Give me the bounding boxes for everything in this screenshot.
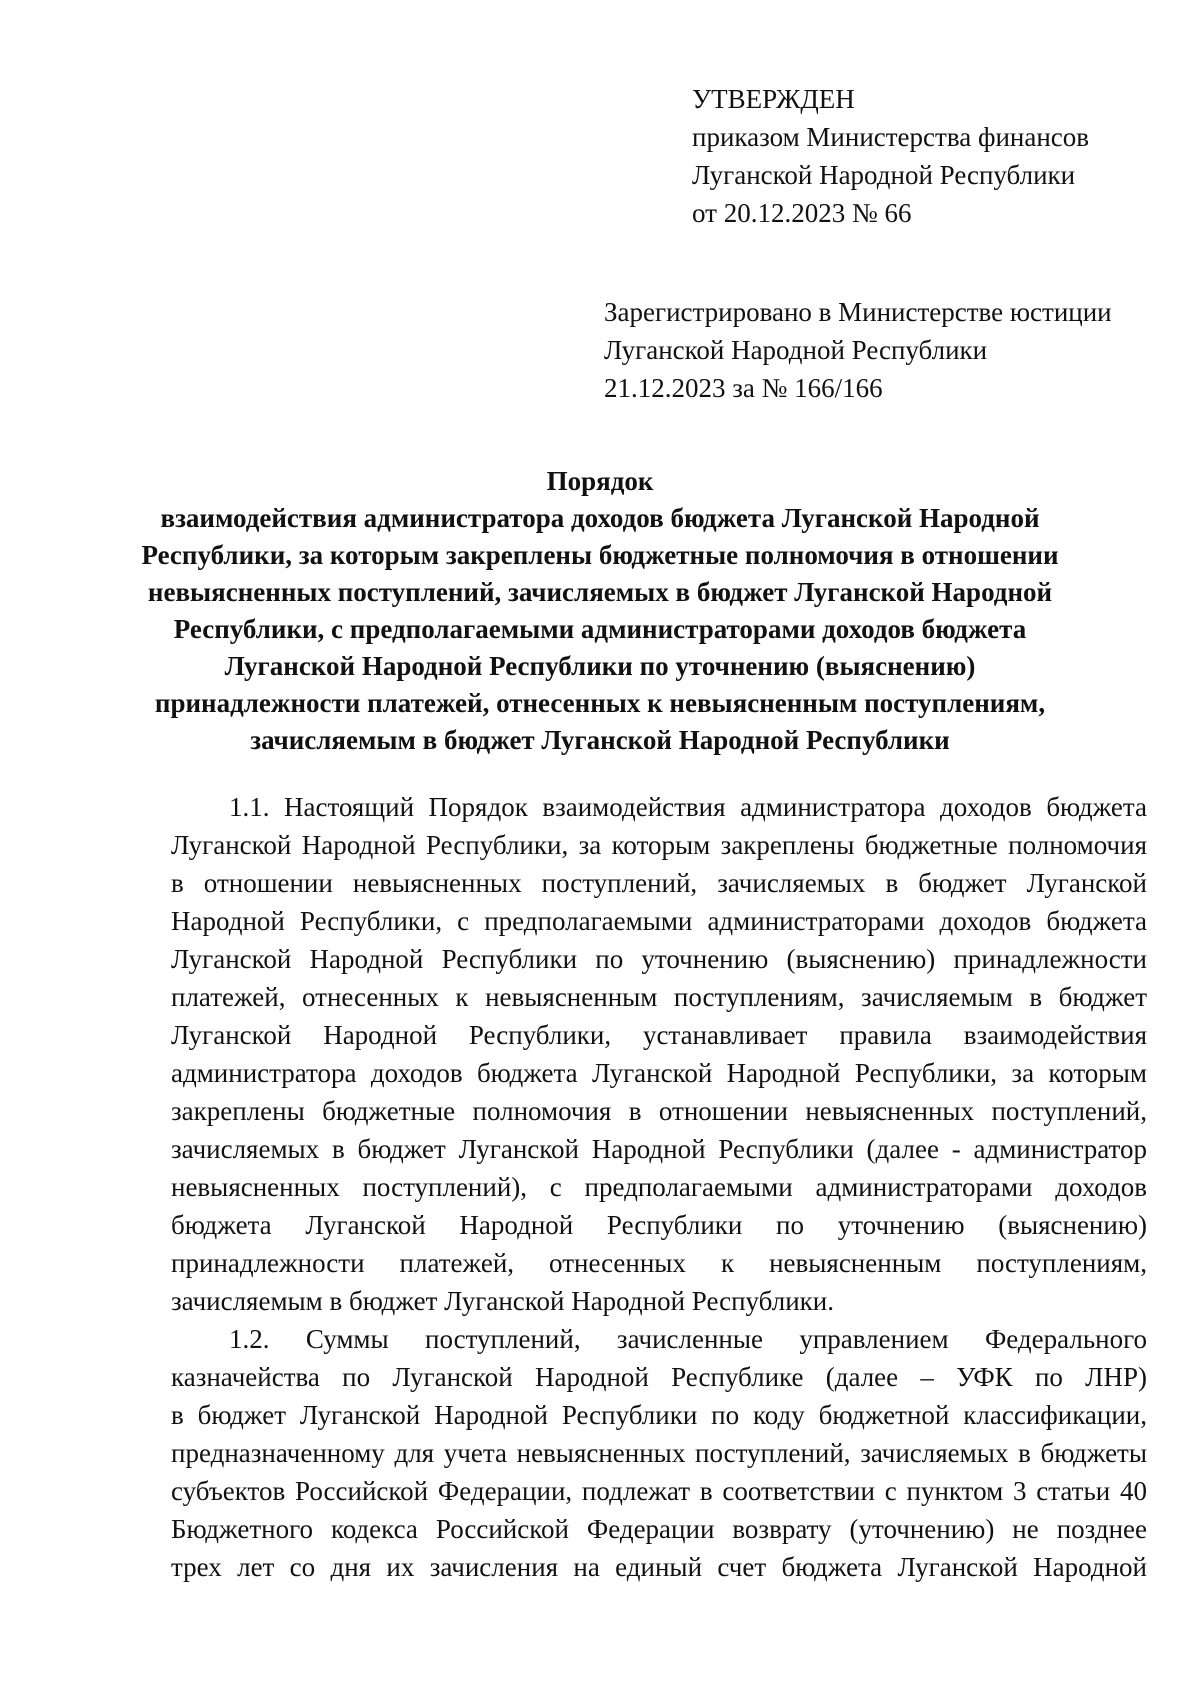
registration-line: Луганской Народной Республики: [604, 335, 988, 365]
paragraph-line: субъектов Российской Федерации, подлежат в соответствии с пунктом 3 статьи 40: [171, 1476, 1147, 1506]
paragraph-line: Луганской Народной Республики по уточнению (выяснению) принадлежности: [171, 944, 1147, 974]
registration-date-number: 21.12.2023 за № 166/166: [604, 373, 883, 403]
paragraph-line: зачисляемым в бюджет Луганской Народной Республики.: [171, 1286, 834, 1316]
paragraph-line: Луганской Народной Республики, устанавливает правила взаимодействия: [171, 1020, 1147, 1050]
title-line: Луганской Народной Республики по уточнению (выяснению): [224, 651, 976, 681]
paragraph-line: в бюджет Луганской Народной Республики по коду бюджетной классификации,: [171, 1400, 1147, 1430]
title-heading: Порядок: [546, 466, 654, 496]
paragraph-line: невыясненных поступлений), с предполагаемыми администраторами доходов: [171, 1172, 1147, 1202]
title-line: Республики, за которым закреплены бюджетные полномочия в отношении: [141, 540, 1059, 570]
paragraph-line: казначейства по Луганской Народной Республике (далее – УФК по ЛНР): [171, 1362, 1147, 1392]
paragraph-1-1: [171, 788, 1147, 1320]
paragraph-line: Народной Республики, с предполагаемыми администраторами доходов бюджета: [171, 906, 1147, 936]
title-line: принадлежности платежей, отнесенных к невыясненным поступлениям,: [154, 688, 1046, 718]
paragraph-line: в отношении невыясненных поступлений, зачисляемых в бюджет Луганской: [171, 868, 1147, 898]
registration-line: Зарегистрировано в Министерстве юстиции: [604, 297, 1112, 327]
title-line: зачисляемым в бюджет Луганской Народной Республики: [250, 725, 950, 755]
paragraph-line: администратора доходов бюджета Луганской Народной Республики, за которым: [171, 1058, 1147, 1088]
paragraph-line: платежей, отнесенных к невыясненным поступлениям, зачисляемым в бюджет: [171, 982, 1147, 1012]
paragraph-line: Бюджетного кодекса Российской Федерации возврату (уточнению) не позднее: [171, 1514, 1147, 1544]
paragraph-line: принадлежности платежей, отнесенных к невыясненным поступлениям,: [171, 1248, 1147, 1278]
title-line: взаимодействия администратора доходов бюджета Луганской Народной: [160, 503, 1040, 533]
title-line: невыясненных поступлений, зачисляемых в бюджет Луганской Народной: [147, 577, 1053, 607]
title-line: Республики, с предполагаемыми администраторами доходов бюджета: [173, 614, 1027, 644]
paragraph-line: закреплены бюджетные полномочия в отношении невыясненных поступлений,: [171, 1096, 1147, 1126]
paragraph-line: Луганской Народной Республики, за которым закреплены бюджетные полномочия: [171, 830, 1147, 860]
paragraph-line: 1.1. Настоящий Порядок взаимодействия администратора доходов бюджета: [229, 792, 1147, 822]
paragraph-line: 1.2. Суммы поступлений, зачисленные управлением Федерального: [229, 1324, 1147, 1354]
approval-heading: УТВЕРЖДЕН: [692, 84, 855, 114]
registration-block: [604, 293, 1164, 407]
paragraph-line: бюджета Луганской Народной Республики по уточнению (выяснению): [171, 1210, 1147, 1240]
paragraph-line: зачисляемых в бюджет Луганской Народной Республики (далее - администратор: [171, 1134, 1147, 1164]
approval-date-number: от 20.12.2023 № 66: [692, 198, 912, 228]
approval-line: приказом Министерства финансов: [692, 122, 1090, 152]
paragraph-1-2: [171, 1320, 1147, 1586]
approval-line: Луганской Народной Республики: [692, 160, 1076, 190]
paragraph-line: предназначенному для учета невыясненных поступлений, зачисляемых в бюджеты: [171, 1438, 1147, 1468]
document-title: [140, 463, 1060, 759]
paragraph-line: трех лет со дня их зачисления на единый счет бюджета Луганской Народной: [171, 1552, 1147, 1582]
approval-block: [692, 80, 1172, 232]
